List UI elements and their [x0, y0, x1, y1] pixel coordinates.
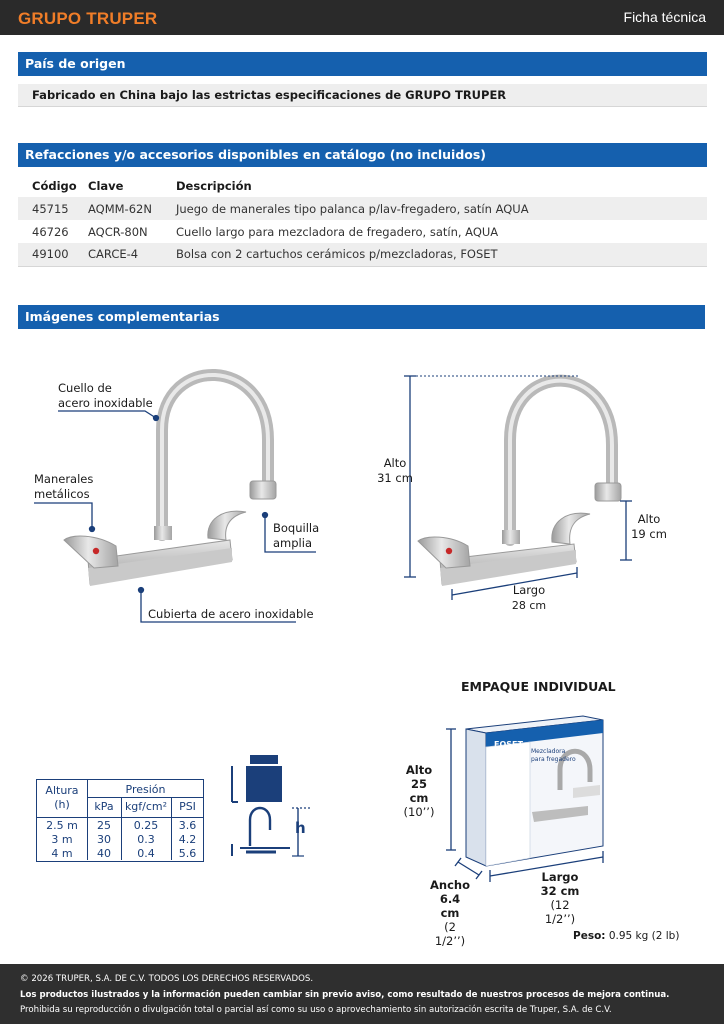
pressure-cell: 0.4 — [137, 847, 155, 860]
cell-key: AQMM-62N — [88, 197, 176, 220]
package-title: EMPAQUE INDIVIDUAL — [461, 679, 616, 694]
label-spout-line2: amplia — [273, 536, 312, 550]
pressure-cell: 0.25 — [133, 819, 159, 832]
origin-text: Fabricado en China bajo las estrictas especificaciones de GRUPO TRUPER — [18, 84, 707, 107]
package-alto-cm: 25 cm — [409, 777, 429, 805]
dimension-spout-value: 19 cm — [631, 527, 667, 541]
pressure-cell: 2.5 m — [46, 819, 78, 832]
package-alto-in: (10’’) — [403, 805, 435, 819]
pressure-col-altura-2: (h) — [54, 798, 70, 811]
dimension-largo-value: 28 cm — [511, 599, 547, 612]
package-largo-cm: 32 cm — [540, 884, 580, 898]
pressure-cell: 0.3 — [137, 833, 155, 846]
dimension-total-height — [377, 456, 413, 486]
pressure-table — [36, 779, 204, 862]
package-dimension-width — [430, 878, 470, 948]
label-neck-line1: Cuello de — [58, 381, 112, 395]
label-handles-line2: metálicos — [34, 487, 90, 501]
pressure-cell: 3 m — [51, 833, 73, 846]
dimension-length — [508, 583, 550, 613]
cell-description: Cuello largo para mezcladora de fregadero, satín, AQUA — [176, 224, 499, 239]
package-ancho-label: Ancho — [430, 878, 470, 892]
label-cover: Cubierta de acero inoxidable — [148, 607, 314, 621]
dimension-alto-label: Alto — [383, 456, 407, 470]
pressure-cell: 5.6 — [178, 847, 197, 860]
column-header-key: Clave — [88, 174, 176, 197]
dimension-alto-value: 31 cm — [377, 471, 413, 485]
package-weight-value: 0.95 kg (2 lb) — [608, 930, 680, 942]
label-neck — [58, 381, 153, 411]
pressure-cell: 4 m — [51, 847, 73, 860]
pressure-cell: 40 — [97, 847, 111, 860]
package-alto-label: Alto — [405, 763, 433, 777]
pressure-unit-psi: PSI — [179, 800, 196, 813]
label-handles — [34, 472, 93, 502]
faucet-height-icon — [232, 755, 310, 856]
cell-key: CARCE-4 — [88, 243, 176, 266]
pressure-cell: 4.2 — [178, 833, 197, 846]
height-h-label: h — [295, 819, 306, 837]
cell-code: 46726 — [32, 224, 69, 239]
pressure-cell: 30 — [97, 833, 111, 846]
pressure-col-altura-1: Altura — [45, 784, 79, 797]
package-largo-in: (12 1/2’’) — [544, 898, 576, 926]
cell-description: Juego de manerales tipo palanca p/lav-fregadero, satín AQUA — [176, 197, 707, 220]
dimension-spout-label: Alto — [637, 512, 661, 526]
section-header-accessories: Refacciones y/o accesorios disponibles en catálogo (no incluidos) — [18, 143, 707, 167]
pressure-unit-kgf: kgf/cm² — [124, 800, 168, 813]
package-dimension-length — [536, 870, 584, 926]
document-type: Ficha técnica — [623, 9, 706, 25]
package-box-product-line1: Mezcladora — [531, 748, 566, 755]
footer-prohibition: Prohibida su reproducción o divulgación total o parcial así como su uso o aprovechamiento sin autorización escrita de Truper, S.A. de C.V. — [20, 1005, 612, 1015]
package-box-brand: FOSET — [494, 740, 523, 749]
column-header-description: Descripción — [176, 174, 707, 197]
pressure-unit-kpa: kPa — [94, 800, 114, 813]
label-spout-line1: Boquilla — [273, 521, 320, 535]
label-neck-line2: acero inoxidable — [58, 396, 153, 410]
cell-code: 49100 — [18, 243, 88, 266]
cell-key: AQCR-80N — [88, 224, 148, 239]
dimension-spout-height — [631, 512, 667, 542]
package-weight — [573, 929, 679, 944]
label-handles-line1: Manerales — [34, 472, 94, 486]
pressure-col-altura — [37, 784, 87, 812]
section-header-images: Imágenes complementarias — [18, 305, 705, 329]
package-weight-label: Peso: — [573, 930, 606, 942]
brand-logo: GRUPO TRUPER — [18, 9, 158, 28]
package-box-product-line2: para fregadero — [531, 756, 576, 763]
pressure-cell: 3.6 — [178, 819, 197, 832]
pressure-cell: 25 — [97, 819, 111, 832]
package-largo-label: Largo — [541, 870, 579, 884]
footer-notice: Los productos ilustrados y la información pueden cambiar sin previo aviso, como resultado de nuestros procesos de mejora continua. — [20, 990, 670, 1000]
pressure-col-presion: Presión — [125, 783, 166, 796]
column-header-code: Código — [18, 174, 88, 197]
package-box-product — [531, 748, 576, 764]
package-ancho-in: (2 1/2’’) — [434, 920, 466, 948]
footer — [0, 964, 724, 1024]
label-spout — [273, 521, 319, 551]
cell-code: 45715 — [18, 197, 88, 220]
footer-copyright: © 2026 TRUPER, S.A. DE C.V. TODOS LOS DERECHOS RESERVADOS. — [20, 974, 314, 984]
package-dimension-height — [403, 763, 435, 819]
faucet-illustration-right — [418, 381, 621, 586]
package-box-illustration — [466, 716, 603, 866]
cell-description: Bolsa con 2 cartuchos cerámicos p/mezcladoras, FOSET — [176, 243, 707, 266]
package-ancho-cm: 6.4 cm — [439, 892, 461, 920]
section-header-origin: País de origen — [18, 52, 707, 76]
dimension-largo-label: Largo — [512, 583, 546, 597]
